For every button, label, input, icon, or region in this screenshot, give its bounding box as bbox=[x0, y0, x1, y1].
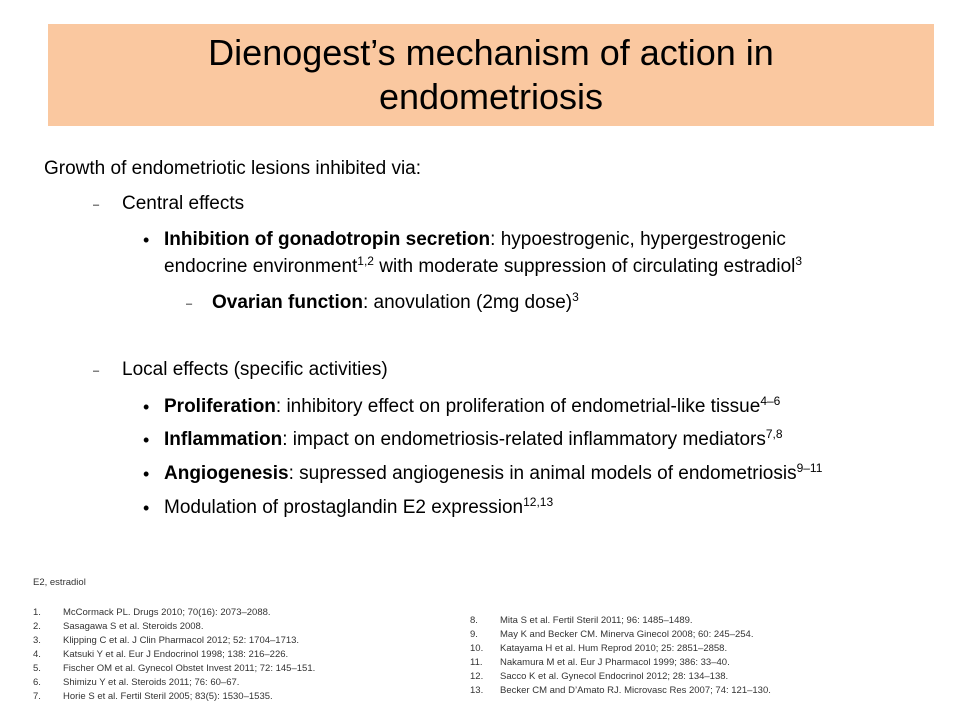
inflammation-text: : impact on endometriosis-related inflammatory mediators bbox=[282, 429, 766, 450]
gonadotropin-line-1 bbox=[164, 228, 786, 252]
reference-text: Sasagawa S et al. Steroids 2008. bbox=[63, 621, 204, 632]
proliferation-ref: 4–6 bbox=[760, 394, 781, 408]
reference-text: Fischer OM et al. Gynecol Obstet Invest 2011; 72: 145–151. bbox=[63, 663, 316, 674]
reference-item bbox=[470, 628, 910, 642]
proliferation-line bbox=[164, 395, 780, 419]
reference-text: McCormack PL. Drugs 2010; 70(16): 2073–2088. bbox=[63, 607, 271, 618]
references-right bbox=[470, 614, 910, 698]
local-dash: – bbox=[93, 365, 100, 377]
reference-number: 1. bbox=[33, 607, 41, 618]
gonadotropin-ref-2: 3 bbox=[795, 254, 803, 268]
gonadotropin-text-3: with moderate suppression of circulating estradiol bbox=[373, 256, 796, 277]
reference-number: 2. bbox=[33, 621, 41, 632]
reference-text: Becker CM and D’Amato RJ. Microvasc Res 2007; 74: 121–130. bbox=[500, 685, 771, 696]
angiogenesis-line bbox=[164, 462, 822, 486]
reference-number: 7. bbox=[33, 691, 41, 702]
prostaglandin-ref: 12,13 bbox=[523, 495, 554, 509]
gonadotropin-ref-1: 1,2 bbox=[357, 254, 374, 268]
ovarian-line bbox=[212, 291, 579, 315]
abbreviation-note: E2, estradiol bbox=[33, 577, 86, 588]
reference-item bbox=[33, 648, 453, 662]
inflammation-line bbox=[164, 428, 783, 452]
reference-item bbox=[33, 662, 453, 676]
gonadotropin-text-2: endocrine environment bbox=[164, 256, 358, 277]
reference-text: Katsuki Y et al. Eur J Endocrinol 1998; 138: 216–226. bbox=[63, 649, 289, 660]
inflammation-bullet: • bbox=[143, 430, 150, 450]
ovarian-text: : anovulation (2mg dose) bbox=[362, 292, 573, 313]
central-dash: – bbox=[93, 199, 100, 211]
reference-text: Katayama H et al. Hum Reprod 2010; 25: 2851–2858. bbox=[500, 643, 728, 654]
reference-item bbox=[470, 656, 910, 670]
prostaglandin-line bbox=[164, 496, 553, 520]
proliferation-bullet: • bbox=[143, 397, 150, 417]
proliferation-heading: Proliferation bbox=[164, 396, 276, 417]
angiogenesis-ref: 9–11 bbox=[796, 461, 823, 475]
prostaglandin-bullet: • bbox=[143, 498, 150, 518]
ovarian-dash: – bbox=[186, 298, 193, 310]
reference-text: Horie S et al. Fertil Steril 2005; 83(5): 1530–1535. bbox=[63, 691, 273, 702]
local-effects-label: Local effects (specific activities) bbox=[122, 359, 388, 380]
proliferation-text: : inhibitory effect on proliferation of endometrial-like tissue bbox=[275, 396, 761, 417]
reference-text: Sacco K et al. Gynecol Endocrinol 2012; 28: 134–138. bbox=[500, 671, 729, 682]
gonadotropin-heading: Inhibition of gonadotropin secretion bbox=[164, 229, 491, 250]
reference-number: 11. bbox=[470, 657, 483, 668]
angiogenesis-heading: Angiogenesis bbox=[164, 463, 289, 484]
reference-item bbox=[33, 634, 453, 648]
gonadotropin-bullet: • bbox=[143, 230, 150, 250]
inflammation-ref: 7,8 bbox=[765, 427, 783, 441]
gonadotropin-text-1: : hypoestrogenic, hypergestrogenic bbox=[490, 229, 786, 250]
slide-title: Dienogest’s mechanism of action in endometriosis bbox=[208, 32, 774, 117]
title-banner bbox=[48, 24, 934, 126]
ovarian-heading: Ovarian function bbox=[212, 292, 363, 313]
ovarian-ref: 3 bbox=[572, 290, 579, 304]
reference-text: Shimizu Y et al. Steroids 2011; 76: 60–67. bbox=[63, 677, 240, 688]
reference-text: Nakamura M et al. Eur J Pharmacol 1999; 386: 33–40. bbox=[500, 657, 730, 668]
central-effects-label: Central effects bbox=[122, 193, 245, 214]
reference-item bbox=[470, 684, 910, 698]
reference-number: 9. bbox=[470, 629, 478, 640]
reference-number: 5. bbox=[33, 663, 41, 674]
reference-item bbox=[33, 676, 453, 690]
prostaglandin-text: Modulation of prostaglandin E2 expression bbox=[164, 497, 524, 518]
inflammation-heading: Inflammation bbox=[164, 429, 283, 450]
reference-text: Mita S et al. Fertil Steril 2011; 96: 1485–1489. bbox=[500, 615, 693, 626]
reference-item bbox=[470, 670, 910, 684]
reference-item bbox=[33, 620, 453, 634]
reference-item bbox=[470, 642, 910, 656]
reference-number: 8. bbox=[470, 615, 478, 626]
references-left bbox=[33, 606, 453, 704]
reference-number: 12. bbox=[470, 671, 484, 682]
gonadotropin-line-2 bbox=[164, 255, 802, 279]
reference-item bbox=[33, 606, 453, 620]
reference-text: May K and Becker CM. Minerva Ginecol 2008; 60: 245–254. bbox=[500, 629, 754, 640]
reference-number: 13. bbox=[470, 685, 484, 696]
angiogenesis-bullet: • bbox=[143, 464, 150, 484]
reference-number: 6. bbox=[33, 677, 41, 688]
reference-number: 3. bbox=[33, 635, 41, 646]
reference-text: Klipping C et al. J Clin Pharmacol 2012; 52: 1704–1713. bbox=[63, 635, 300, 646]
reference-item bbox=[470, 614, 910, 628]
angiogenesis-text: : supressed angiogenesis in animal models of endometriosis bbox=[288, 463, 797, 484]
reference-number: 10. bbox=[470, 643, 484, 654]
reference-item bbox=[33, 690, 453, 704]
reference-number: 4. bbox=[33, 649, 41, 660]
intro-text: Growth of endometriotic lesions inhibited via: bbox=[44, 158, 422, 179]
